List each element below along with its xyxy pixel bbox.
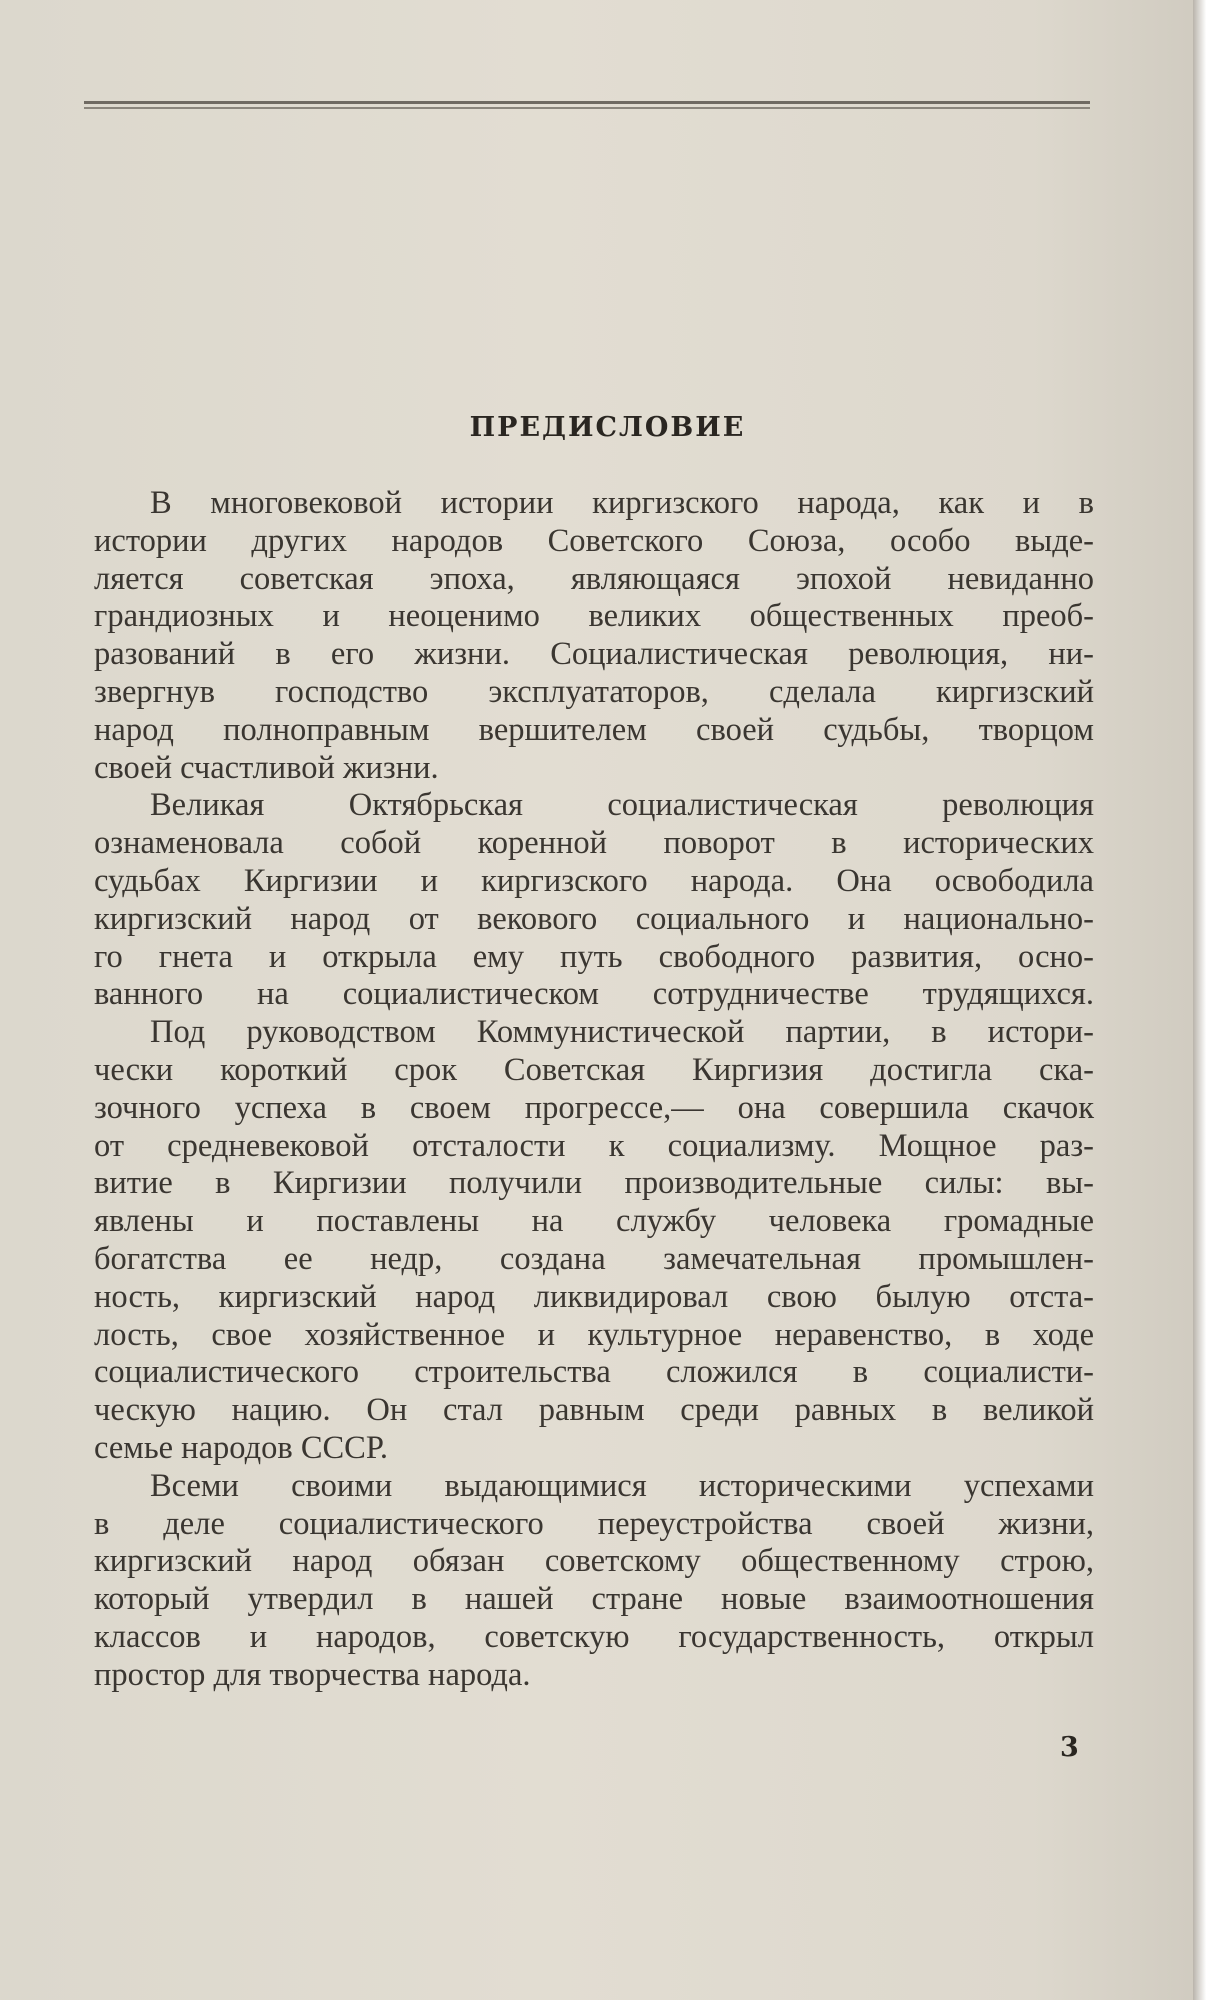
text-line: чески короткий срок Советская Киргизия достигла ска- [94,1051,1094,1088]
text-line: семье народов СССР. [94,1429,388,1466]
text-line: киргизский народ обязан советскому общественному строю, [94,1543,1094,1580]
text-line: зочного успеха в своем прогрессе,— она совершила скачок [94,1089,1094,1126]
text-line: явлены и поставлены на службу человека громадные [94,1203,1094,1240]
text-line: го гнета и открыла ему путь свободного развития, осно- [94,938,1094,975]
text-line: богатства ее недр, создана замечательная промышлен- [94,1240,1094,1277]
text-line: судьбах Киргизии и киргизского народа. Она освободила [94,862,1094,899]
text-line: ванного на социалистическом сотрудничестве трудящихся. [94,976,1094,1013]
body-text [94,485,1094,1695]
text-line: ческую нацию. Он стал равным среди равных в великой [94,1392,1094,1429]
text-line: классов и народов, советскую государственность, открыл [94,1618,1094,1655]
text-line: Всеми своими выдающимися историческими успехами [150,1467,1094,1504]
text-line: витие в Киргизии получили производительные силы: вы- [94,1165,1094,1202]
paragraph-2 [94,787,1094,1014]
page-title: ПРЕДИСЛОВИЕ [469,412,746,443]
text-line: истории других народов Советского Союза, особо выде- [94,522,1094,559]
text-line: звергнув господство эксплуататоров, сделала киргизский [94,673,1094,710]
text-line: который утвердил в нашей стране новые взаимоотношения [94,1581,1094,1618]
text-line: в деле социалистического переустройства своей жизни, [94,1505,1094,1542]
text-line: своей счастливой жизни. [94,749,439,786]
text-line: В многовековой истории киргизского народа, как и в [150,485,1094,521]
text-line: Под руководством Коммунистической партии, в истори- [150,1014,1094,1051]
paragraph-3 [94,1014,1094,1468]
text-line: Великая Октябрьская социалистическая революция [150,787,1094,824]
paragraph-4 [94,1468,1094,1695]
text-line: народ полноправным вершителем своей судьбы, творцом [94,711,1094,748]
text-line: ность, киргизский народ ликвидировал свою былую отста- [94,1278,1094,1315]
text-line: социалистического строительства сложился в социалисти- [94,1354,1094,1391]
text-line: от средневековой отсталости к социализму. Мощное раз- [94,1127,1094,1164]
text-line: разований в его жизни. Социалистическая революция, ни- [94,636,1094,673]
header-rule [84,101,1090,109]
text-line: простор для творчества народа. [94,1656,531,1693]
text-line: киргизский народ от векового социального и национально- [94,900,1094,937]
text-line: лость, свое хозяйственное и культурное неравенство, в ходе [94,1316,1094,1353]
paragraph-1 [94,485,1094,787]
text-line: грандиозных и неоценимо великих общественных преоб- [94,598,1094,635]
page-edge-shadow [1193,0,1215,2000]
page-number: 3 [1060,1732,1079,1763]
text-line: ляется советская эпоха, являющаяся эпохой невиданно [94,560,1094,597]
text-line: ознаменовала собой коренной поворот в исторических [94,825,1094,862]
